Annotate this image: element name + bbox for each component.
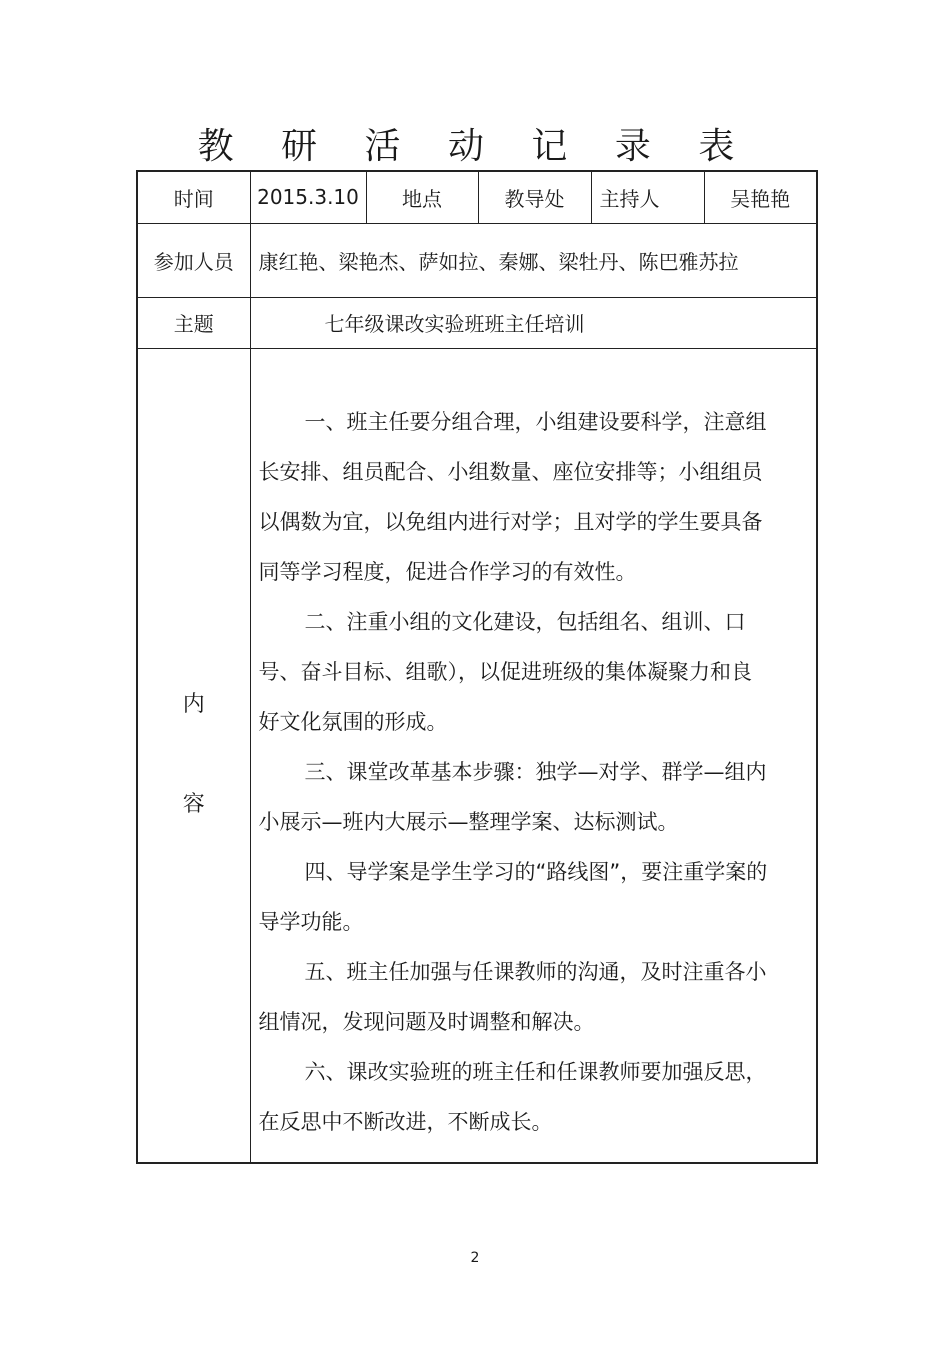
time-label: 时间 <box>137 171 250 223</box>
content-label-bottom: 容 <box>182 792 205 818</box>
topic-label: 主题 <box>137 297 250 348</box>
record-table <box>136 170 818 1164</box>
host-label: 主持人 <box>591 171 704 223</box>
content-paragraph: 六、课改实验班的班主任和任课教师要加强反思，在反思中不断改进，不断成长。 <box>258 1059 767 1134</box>
content-paragraph: 二、注重小组的文化建设，包括组名、组训、口号、奋斗目标、组歌），以促进班级的集体凝聚力和良好文化氛围的形成。 <box>258 609 752 734</box>
content-row <box>137 348 817 1163</box>
host-value: 吴艳艳 <box>704 171 817 223</box>
page-number: 2 <box>470 1250 480 1266</box>
page-title: 教 研 活 动 记 录 表 <box>197 126 753 167</box>
content-body <box>250 348 817 1163</box>
content-label <box>137 348 250 1163</box>
content-paragraph: 五、班主任加强与任课教师的沟通，及时注重各小组情况，发现问题及时调整和解决。 <box>258 959 767 1034</box>
content-paragraph: 四、导学案是学生学习的“路线图”，要注重学案的导学功能。 <box>258 859 768 934</box>
content-paragraph: 三、课堂改革基本步骤：独学—对学、群学—组内小展示—班内大展示—整理学案、达标测试。 <box>258 759 767 834</box>
content-paragraph: 一、班主任要分组合理，小组建设要科学，注意组长安排、组员配合、小组数量、座位安排等；小组组员以偶数为宜，以免组内进行对学；且对学的学生要具备同等学习程度，促进合作学习的有效性。 <box>258 409 767 584</box>
place-label: 地点 <box>366 171 478 223</box>
time-value: 2015.3.10 <box>250 171 366 223</box>
participants-value: 康红艳、梁艳杰、萨如拉、秦娜、梁牡丹、陈巴雅苏拉 <box>250 223 817 297</box>
content-label-top: 内 <box>182 692 205 718</box>
participants-row <box>137 223 817 297</box>
place-value: 教导处 <box>478 171 591 223</box>
participants-label: 参加人员 <box>137 223 250 297</box>
time-place-row <box>137 171 817 223</box>
topic-row <box>137 297 817 348</box>
topic-value: 七年级课改实验班班主任培训 <box>250 297 817 348</box>
